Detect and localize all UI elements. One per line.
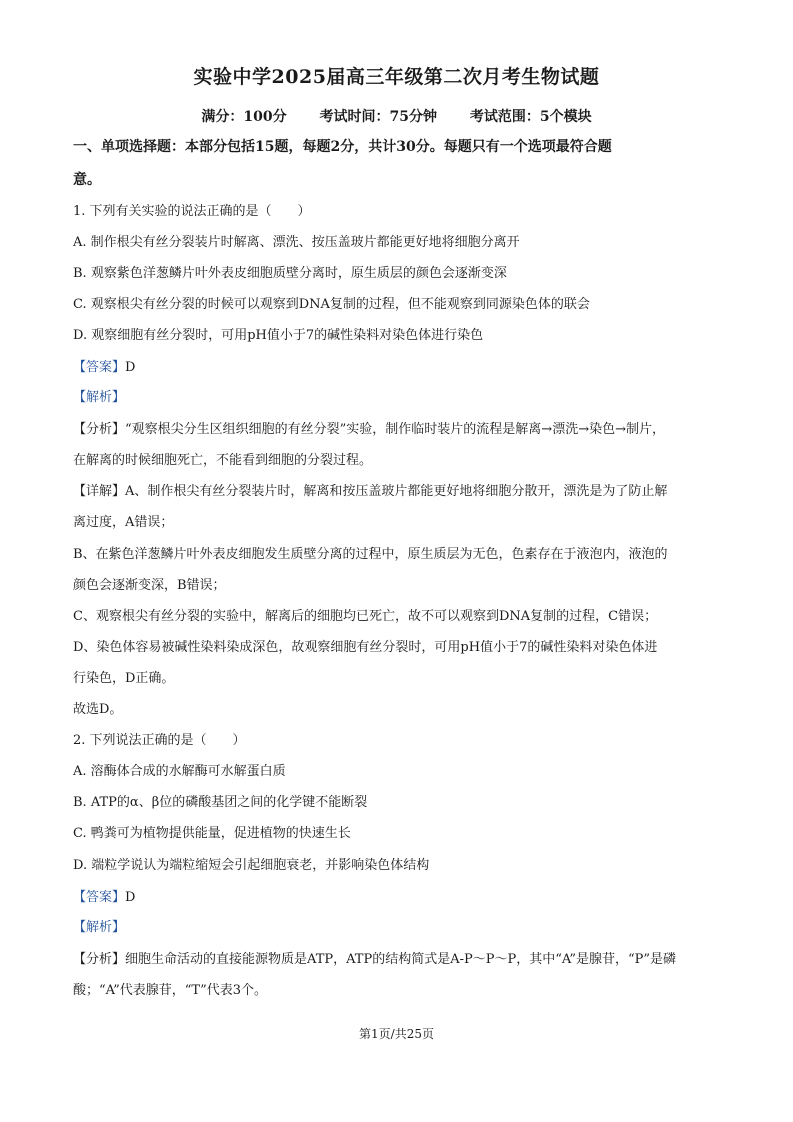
q1-xiangjie-a [73, 482, 723, 502]
answer-tag: 【答案】 [73, 360, 126, 375]
q1-stem: 1. 下列有关实验的说法正确的是（ ） [73, 204, 311, 219]
q1-option-a: A. 制作根尖有丝分裂装片时解离、漂洗、按压盖玻片都能更好地将细胞分离开 [73, 235, 520, 250]
answer-value: D [125, 890, 136, 905]
q1-xiangjie-b: B、在紫色洋葱鳞片叶外表皮细胞发生质壁分离的过程中，原生质层为无色，色素存在于液泡内，液泡的 [73, 547, 668, 562]
xiangjie-a-text: A、制作根尖有丝分裂装片时，解离和按压盖玻片都能更好地将细胞分散开，漂洗是为了防止解 [125, 484, 668, 499]
fenxi-tag: 【分析】 [73, 422, 126, 437]
section-heading: 一、单项选择题：本部分包括15题，每题2分，共计30分。每题只有一个选项最符合题 [73, 139, 612, 155]
q2-stem: 2. 下列说法正确的是（ ） [73, 733, 246, 748]
q1-conclusion: 故选D。 [73, 702, 123, 717]
q1-xiangjie-a-cont: 离过度，A错误； [73, 515, 174, 530]
exam-meta [0, 106, 793, 126]
q2-analysis-tag: 【解析】 [73, 920, 126, 935]
q1-option-c: C. 观察根尖有丝分裂的时候可以观察到DNA复制的过程，但不能观察到同源染色体的联会 [73, 297, 590, 312]
fenxi-text: “观察根尖分生区组织细胞的有丝分裂”实验，制作临时装片的流程是解离→漂洗→染色→制片， [125, 422, 665, 437]
q2-option-c: C. 鸭粪可为植物提供能量，促进植物的快速生长 [73, 826, 351, 841]
fenxi-text: 细胞生命活动的直接能源物质是ATP，ATP的结构简式是A-P～P～P，其中“A”是腺苷，“P”是磷 [125, 952, 677, 967]
q2-option-d: D. 端粒学说认为端粒缩短会引起细胞衰老，并影响染色体结构 [73, 858, 430, 873]
q1-fenxi [73, 420, 723, 440]
page-footer: 第1页/共25页 [359, 1027, 434, 1041]
q2-fenxi-cont: 酸；“A”代表腺苷，“T”代表3个。 [73, 983, 268, 998]
q1-option-d: D. 观察细胞有丝分裂时，可用pH值小于7的碱性染料对染色体进行染色 [73, 328, 484, 343]
q1-xiangjie-b-cont: 颜色会逐渐变深，B错误； [73, 578, 226, 593]
q1-xiangjie-c: C、观察根尖有丝分裂的实验中，解离后的细胞均已死亡，故不可以观察到DNA复制的过程，C错误； [73, 609, 658, 624]
answer-value: D [125, 360, 136, 375]
exam-time: 考试时间：75分钟 [319, 109, 437, 125]
q1-xiangjie-d: D、染色体容易被碱性染料染成深色，故观察细胞有丝分裂时，可用pH值小于7的碱性染料对染色体进 [73, 640, 658, 655]
exam-title: 实验中学2025届高三年级第二次月考生物试题 [193, 66, 600, 88]
q1-option-b: B. 观察紫色洋葱鳞片叶外表皮细胞质壁分离时，原生质层的颜色会逐渐变深 [73, 266, 507, 281]
q1-answer [73, 358, 723, 378]
q1-analysis-tag: 【解析】 [73, 390, 126, 405]
q1-xiangjie-d-cont: 行染色，D正确。 [73, 671, 175, 686]
q2-answer [73, 888, 723, 908]
answer-tag: 【答案】 [73, 890, 126, 905]
full-score: 满分：100分 [201, 109, 287, 125]
q1-fenxi-cont: 在解离的时候细胞死亡，不能看到细胞的分裂过程。 [73, 453, 373, 468]
q2-option-b: B. ATP的α、β位的磷酸基团之间的化学键不能断裂 [73, 795, 368, 810]
q2-fenxi [73, 950, 723, 970]
q2-option-a: A. 溶酶体合成的水解酶可水解蛋白质 [73, 764, 286, 779]
xiangjie-tag: 【详解】 [73, 484, 126, 499]
fenxi-tag: 【分析】 [73, 952, 126, 967]
exam-scope: 考试范围：5个模块 [469, 109, 592, 125]
section-heading-cont: 意。 [73, 172, 101, 188]
